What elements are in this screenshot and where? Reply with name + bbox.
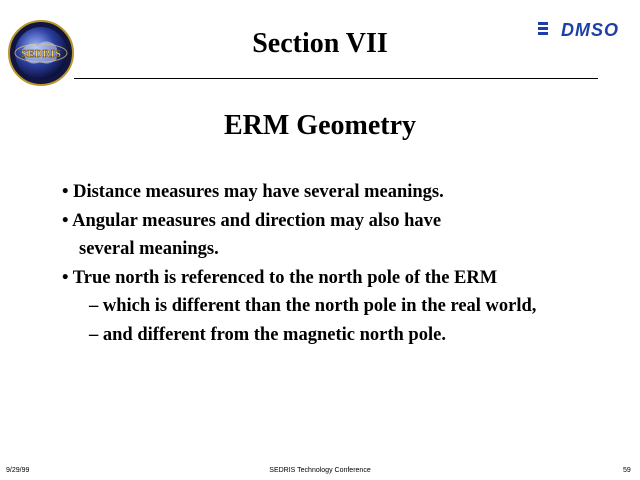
bullet-item	[62, 207, 622, 236]
bullet-item	[62, 178, 622, 207]
bullet-continuation: several meanings.	[79, 239, 219, 259]
bullet-text: Distance measures may have several meanings.	[73, 182, 444, 202]
bullet-text: Angular measures and direction may also have	[72, 210, 442, 231]
section-title: Section VII	[252, 28, 388, 59]
sub-bullet-item	[62, 292, 622, 321]
dmso-logo	[538, 18, 624, 40]
bullet-list	[62, 178, 622, 349]
footer-date: 9/29/99	[6, 467, 30, 474]
sub-bullet-text: and different from the magnetic north pole.	[102, 324, 446, 345]
header-divider	[74, 78, 598, 79]
sub-bullet-item	[62, 321, 622, 350]
sedris-logo-text: SEDRIS	[21, 48, 61, 60]
footer-conference: SEDRIS Technology Conference	[269, 467, 371, 474]
sub-bullet-marker: –	[89, 296, 99, 316]
bullet-marker: •	[62, 210, 69, 231]
footer-page-number: 59	[623, 467, 631, 474]
bullet-text: True north is referenced to the north pole of the ERM	[72, 267, 498, 288]
bullet-item	[62, 264, 622, 293]
bullet-marker: •	[62, 267, 69, 288]
bullet-marker: •	[62, 182, 69, 202]
sub-bullet-marker: –	[89, 324, 99, 345]
slide-title: ERM Geometry	[223, 110, 417, 141]
dmso-logo-text: DMSO	[561, 20, 619, 40]
sub-bullet-text: which is different than the north pole in the real world,	[102, 296, 537, 316]
